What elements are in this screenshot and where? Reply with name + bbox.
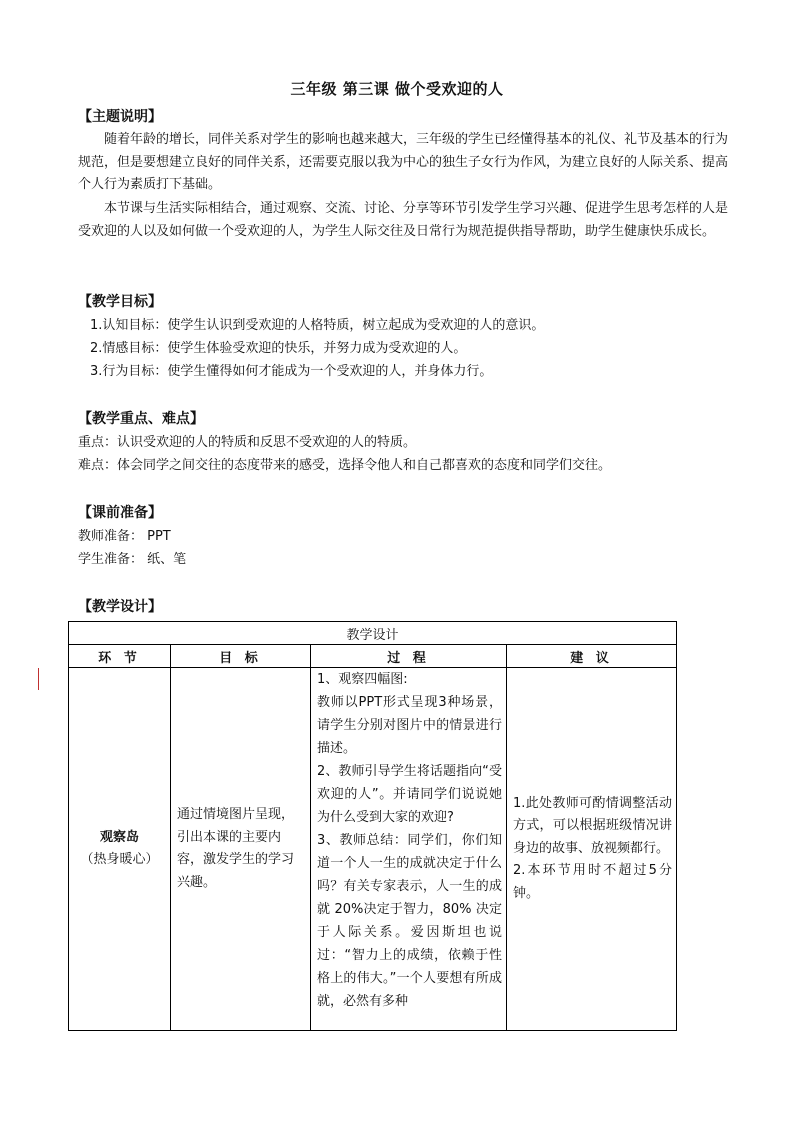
process-step: 3、教师总结：同学们，你们知道一个人一生的成就决定于什么吗？有关专家表示，人一生的成就 20%决定于智力，80% 决定于人际关系。爱因斯坦也说过：“智力上的成绩，依赖于性格上的伟大。”一个人要想有所成就，必然有多种 xyxy=(317,833,502,1009)
table-caption: 教学设计 xyxy=(69,622,677,645)
column-header-stage: 环 节 xyxy=(69,645,171,668)
goal-text: 通过情境图片呈现，引出本课的主要内容，激发学生的学习兴趣。 xyxy=(177,807,295,890)
theme-paragraph-1: 随着年龄的增长，同伴关系对学生的影响也越来越大，三年级的学生已经懂得基本的礼仪、礼节及基本的行为规范，但是要想建立良好的同伴关系，还需要克服以我为中心的独生子女行为作风，为建立良好的人际关系、提高个人行为素质打下基础。 xyxy=(78,132,729,192)
process-step: 教师以PPT形式呈现3种场景，请学生分别对图片中的情景进行描述。 xyxy=(317,695,502,756)
suggestion-item: 2.本环节用时不超过5分钟。 xyxy=(513,863,673,901)
theme-paragraph-2: 本节课与生活实际相结合，通过观察、交流、讨论、分享等环节引发学生学习兴趣、促进学生思考怎样的人是受欢迎的人以及如何做一个受欢迎的人，为学生人际交往及日常行为规范提供指导帮助，助学生健康快乐成长。 xyxy=(78,201,729,239)
design-heading: 【教学设计】 xyxy=(78,599,162,615)
objective-item-2: 2.情感目标：使学生体验受欢迎的快乐，并努力成为受欢迎的人。 xyxy=(90,341,467,356)
stage-cell xyxy=(69,668,171,1031)
column-header-goal: 目 标 xyxy=(171,645,311,668)
table-row xyxy=(69,668,677,1031)
suggestion-cell xyxy=(507,668,677,1031)
prep-heading: 【课前准备】 xyxy=(78,505,162,521)
prep-student: 学生准备： 纸、笔 xyxy=(78,552,187,567)
process-step: 2、教师引导学生将话题指向“受欢迎的人”。并请同学们说说她为什么受到大家的欢迎? xyxy=(317,764,502,825)
objective-item-1: 1.认知目标：使学生认识到受欢迎的人格特质，树立起成为受欢迎的人的意识。 xyxy=(90,318,545,333)
teaching-design-table xyxy=(68,621,677,1031)
page-title: 三年级 第三课 做个受欢迎的人 xyxy=(290,80,504,98)
column-header-process: 过 程 xyxy=(311,645,507,668)
goal-cell xyxy=(171,668,311,1031)
objectives-heading: 【教学目标】 xyxy=(78,294,162,310)
column-header-suggestion: 建 议 xyxy=(507,645,677,668)
margin-mark xyxy=(38,668,39,690)
process-step: 1、观察四幅图: xyxy=(317,672,408,687)
stage-name: 观察岛 xyxy=(99,830,139,845)
suggestion-item: 1.此处教师可酌情调整活动方式，可以根据班级情况讲身边的故事、放视频都行。 xyxy=(513,795,673,856)
theme-heading: 【主题说明】 xyxy=(78,109,162,125)
stage-subtitle: （热身暖心） xyxy=(80,852,159,867)
focus-key: 重点：认识受欢迎的人的特质和反思不受欢迎的人的特质。 xyxy=(78,435,417,450)
process-cell xyxy=(311,668,507,1031)
focus-difficulty: 难点：体会同学之间交往的态度带来的感受，选择令他人和自己都喜欢的态度和同学们交往。 xyxy=(78,458,612,473)
focus-heading: 【教学重点、难点】 xyxy=(78,411,204,427)
prep-teacher: 教师准备： PPT xyxy=(78,529,171,544)
objective-item-3: 3.行为目标：使学生懂得如何才能成为一个受欢迎的人，并身体力行。 xyxy=(90,364,493,379)
